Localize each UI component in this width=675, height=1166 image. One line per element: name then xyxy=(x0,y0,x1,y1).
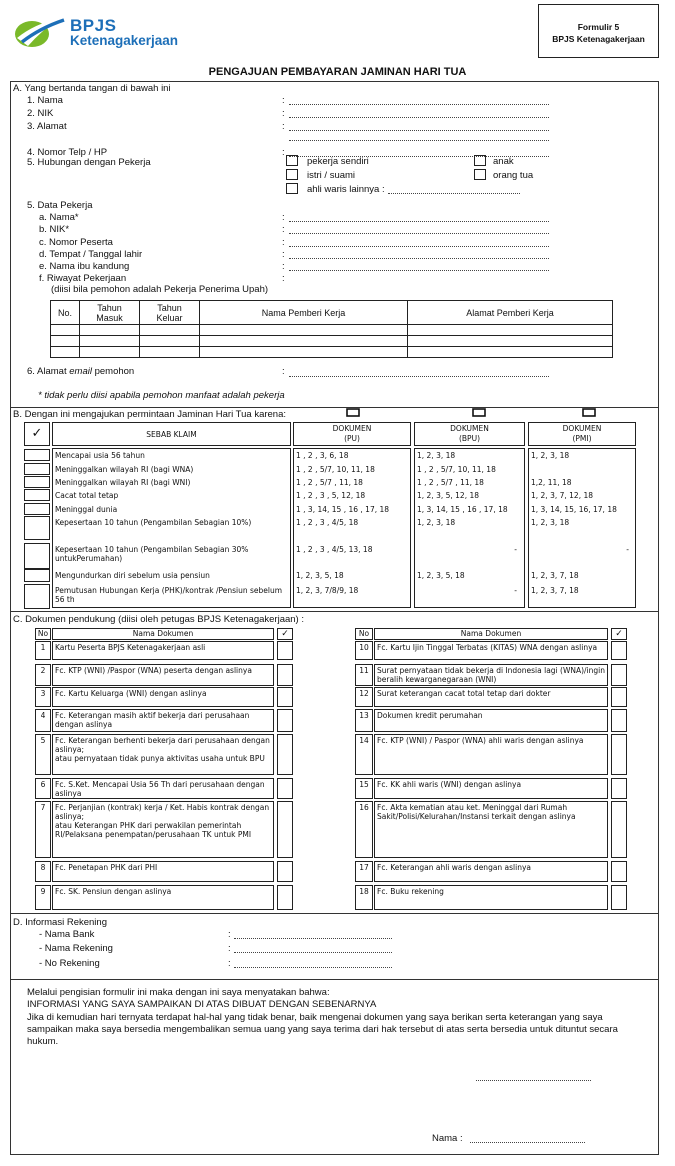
doc-number: 1 xyxy=(40,643,46,652)
doc-number: 15 xyxy=(359,780,369,789)
email-label: 6. Alamat email pemohon xyxy=(27,366,135,377)
doc-number: 16 xyxy=(359,803,369,812)
doc-name: Fc. Keterangan berhenti bekerja dari perusahaan dengan aslinya; atau pernyataan tidak punya aktivitas usaha untuk BPU xyxy=(55,736,270,763)
doc-number: 11 xyxy=(359,666,369,675)
claim-checkbox[interactable] xyxy=(24,449,50,461)
relation-label: istri / suami xyxy=(307,170,356,181)
declaration-text: Jika di kemudian hari ternyata terdapat hal-hal yang tidak benar, baik mengenai dokumen yang saya berikan serta keterangan yang saya sampaikan maka saya bersedia mengembalikan semua uang yang saya terima dari hak tersebut di atas serta bersedia untuk dituntut secara hukum. xyxy=(27,1012,618,1047)
section-d-heading: D. Informasi Rekening xyxy=(13,917,107,928)
doc-number: 2 xyxy=(40,666,46,675)
colon: : xyxy=(282,95,285,106)
form-number: Formulir 5 xyxy=(577,22,620,32)
colon: : xyxy=(228,958,231,969)
doc-name: Kartu Peserta BPJS Ketenagakerjaan asli xyxy=(55,643,206,652)
doc-bpu: 1, 3, 14, 15 , 16 , 17, 18 xyxy=(417,505,508,514)
doc-checkbox[interactable] xyxy=(611,734,627,775)
logo-brand: BPJS xyxy=(70,16,117,35)
doc-name-header: Nama Dokumen xyxy=(52,628,274,640)
doc-checkbox[interactable] xyxy=(611,664,627,686)
bpu-header: DOKUMEN (BPU) xyxy=(414,422,525,446)
doc-bpu: - xyxy=(514,586,517,595)
doc-name: Surat pernyataan tidak bekerja di Indonesia lagi (WNA)/ingin beralih kewarganegaraan (WNI) xyxy=(377,666,605,684)
doc-bpu: 1 , 2 , 5/7 , 11, 18 xyxy=(417,478,484,487)
pmi-header-checkbox[interactable] xyxy=(582,408,597,418)
relation-ahliwaris-checkbox[interactable] xyxy=(286,183,298,194)
worker-field-input[interactable] xyxy=(289,258,549,259)
doc-pmi: 1, 2, 3, 7, 12, 18 xyxy=(531,491,594,500)
colon: : xyxy=(282,249,285,260)
page-title: PENGAJUAN PEMBAYARAN JAMINAN HARI TUA xyxy=(208,66,467,78)
doc-bpu: 1, 2, 3, 5, 18 xyxy=(417,571,465,580)
pmi-column xyxy=(528,448,636,608)
pu-header: DOKUMEN (PU) xyxy=(293,422,411,446)
table-row[interactable] xyxy=(51,325,613,336)
doc-name: Fc. KTP (WNI) /Paspor (WNA) peserta dengan aslinya xyxy=(55,666,252,675)
sebab-header: SEBAB KLAIM xyxy=(52,422,291,446)
claim-reason: Meninggalkan wilayah RI (bagi WNA) xyxy=(55,465,194,474)
doc-number: 8 xyxy=(40,863,46,872)
claim-checkbox[interactable] xyxy=(24,584,50,609)
doc-name: Fc. Kartu Ijin Tinggal Terbatas (KITAS) WNA dengan aslinya xyxy=(377,643,598,652)
signer-name-input[interactable] xyxy=(470,1142,585,1143)
ahliwaris-line[interactable] xyxy=(388,193,520,194)
form-number-box xyxy=(538,4,659,58)
doc-name: Fc. Perjanjian (kontrak) kerja / Ket. Habis kontrak dengan aslinya; atau Keterangan PHK dari perwakilan pemerintah RI/Pelaksana penempatan/perusahaan TK untuk PMI xyxy=(55,803,270,839)
doc-name: Fc. Penetapan PHK dari PHI xyxy=(55,863,158,872)
bank-field-input[interactable] xyxy=(234,938,392,939)
doc-name-header: Nama Dokumen xyxy=(374,628,608,640)
relation-label: orang tua xyxy=(493,170,534,181)
bank-field-label: - No Rekening xyxy=(39,958,100,969)
section-c-heading: C. Dokumen pendukung (diisi oleh petugas BPJS Ketenagakerjaan) : xyxy=(13,614,304,625)
pu-header-checkbox[interactable] xyxy=(346,408,361,418)
colon: : xyxy=(228,943,231,954)
colon: : xyxy=(282,366,285,377)
doc-checkbox[interactable] xyxy=(277,778,293,799)
colon: : xyxy=(282,212,285,223)
claim-checkbox[interactable] xyxy=(24,543,50,569)
doc-checkbox[interactable] xyxy=(611,687,627,707)
doc-checkbox[interactable] xyxy=(611,641,627,660)
doc-no-header: No xyxy=(35,628,51,640)
history-header: No. xyxy=(51,301,80,325)
doc-number: 17 xyxy=(359,863,369,872)
relation-orangtua-checkbox[interactable] xyxy=(474,169,486,180)
claim-reason: Mengundurkan diri sebelum usia pensiun xyxy=(55,571,210,580)
divider xyxy=(10,611,659,612)
doc-name: Fc. Akta kematian atau ket. Meninggal dari Rumah Sakit/Polisi/Kelurahan/Instansi terkait dengan aslinya xyxy=(377,803,576,821)
claim-checkbox[interactable] xyxy=(24,503,50,515)
field-label: 2. NIK xyxy=(27,108,54,119)
doc-pmi: 1, 2, 3, 18 xyxy=(531,518,570,527)
colon: : xyxy=(282,121,285,132)
doc-number: 9 xyxy=(40,887,46,896)
history-header: Nama Pemberi Kerja xyxy=(200,301,408,325)
doc-number: 3 xyxy=(40,689,46,698)
doc-name: Fc. Buku rekening xyxy=(377,887,444,896)
divider xyxy=(10,979,659,980)
pmi-header: DOKUMEN (PMI) xyxy=(528,422,636,446)
doc-number: 5 xyxy=(40,736,46,745)
doc-pu: 1 , 2 , 5/7 , 11, 18 xyxy=(296,478,363,487)
doc-name: Fc. KK ahli waris (WNI) dengan aslinya xyxy=(377,780,522,789)
field-input[interactable] xyxy=(289,130,549,131)
worker-field-input[interactable] xyxy=(289,270,549,271)
doc-name: Fc. Keterangan masih aktif bekerja dari perusahaan dengan aslinya xyxy=(55,711,250,729)
declaration-intro: Melalui pengisian formulir ini maka dengan ini saya menyatakan bahwa: xyxy=(27,987,330,998)
worker-heading: 5. Data Pekerja xyxy=(27,200,93,211)
doc-bpu: - xyxy=(514,545,517,554)
history-note: (diisi bila pemohon adalah Pekerja Penerima Upah) xyxy=(51,284,269,295)
bpu-header-checkbox[interactable] xyxy=(472,408,487,418)
claim-checkbox[interactable] xyxy=(24,516,50,540)
doc-pmi: 1, 2, 3, 18 xyxy=(531,451,570,460)
doc-checkbox[interactable] xyxy=(277,687,293,707)
worker-field-label: c. Nomor Peserta xyxy=(39,237,113,248)
doc-pmi: 1, 2, 3, 7, 18 xyxy=(531,571,579,580)
signature-line[interactable] xyxy=(476,1080,591,1081)
work-history-table xyxy=(50,300,613,358)
table-row[interactable] xyxy=(51,336,613,347)
doc-pmi: 1, 2, 3, 7, 18 xyxy=(531,586,579,595)
doc-name: Surat keterangan cacat total tetap dari dokter xyxy=(377,689,551,698)
doc-check-header: ✓ xyxy=(277,628,293,640)
doc-checkbox[interactable] xyxy=(277,801,293,858)
form-org: BPJS Ketenagakerjaan xyxy=(552,34,645,44)
colon: : xyxy=(282,224,285,235)
worker-field-label: f. Riwayat Pekerjaan xyxy=(39,273,127,284)
doc-name: Fc. S.Ket. Mencapai Usia 56 Th dari perusahaan dengan aslinya xyxy=(55,780,265,798)
doc-pu: 1 , 2 , 3 , 4/5, 13, 18 xyxy=(296,545,373,554)
field-label: 1. Nama xyxy=(27,95,63,106)
section-a-heading: A. Yang bertanda tangan di bawah ini xyxy=(13,83,171,94)
claim-reason: Kepesertaan 10 tahun (Pengambilan Sebagian 10%) xyxy=(55,518,252,527)
section-b-heading: B. Dengan ini mengajukan permintaan Jaminan Hari Tua karena: xyxy=(13,409,287,420)
doc-no-header: No xyxy=(355,628,373,640)
history-header: Tahun Masuk xyxy=(80,301,140,325)
field-label: 3. Alamat xyxy=(27,121,67,132)
doc-name: Dokumen kredit perumahan xyxy=(377,711,483,720)
doc-bpu: 1, 2, 3, 18 xyxy=(417,518,456,527)
worker-field-label: d. Tempat / Tanggal lahir xyxy=(39,249,143,260)
claim-reason: Meninggalkan wilayah RI (bagi WNI) xyxy=(55,478,191,487)
claim-reason: Pemutusan Hubungan Kerja (PHK)/kontrak /Pensiun sebelum 56 th xyxy=(55,586,283,604)
divider xyxy=(10,407,659,408)
colon: : xyxy=(282,147,285,158)
field-input[interactable] xyxy=(289,104,549,105)
relation-pekerja-checkbox[interactable] xyxy=(286,155,298,166)
bank-field-label: - Nama Bank xyxy=(39,929,95,940)
claim-checkbox[interactable] xyxy=(24,489,50,501)
doc-checkbox[interactable] xyxy=(611,778,627,799)
doc-pu: 1 , 2 , 3 , 4/5, 18 xyxy=(296,518,359,527)
doc-name: Fc. KTP (WNI) / Paspor (WNA) ahli waris dengan aslinya xyxy=(377,736,584,745)
doc-pu: 1 , 2 , 3, 6, 18 xyxy=(296,451,349,460)
doc-bpu: 1 , 2 , 5/7, 10, 11, 18 xyxy=(417,465,496,474)
worker-field-input[interactable] xyxy=(289,221,549,222)
doc-number: 13 xyxy=(359,711,369,720)
logo-swoosh-icon xyxy=(12,14,70,50)
doc-name: Fc. Kartu Keluarga (WNI) dengan aslinya xyxy=(55,689,207,698)
note: * tidak perlu diisi apabila pemohon manfaat adalah pekerja xyxy=(38,390,285,401)
worker-field-input[interactable] xyxy=(289,233,549,234)
doc-pu: 1 , 2 , 5/7, 10, 11, 18 xyxy=(296,465,375,474)
doc-number: 4 xyxy=(40,711,46,720)
bank-field-label: - Nama Rekening xyxy=(39,943,113,954)
doc-bpu: 1, 2, 3, 5, 12, 18 xyxy=(417,491,480,500)
logo-sub: Ketenagakerjaan xyxy=(70,33,179,48)
doc-checkbox[interactable] xyxy=(277,664,293,686)
divider xyxy=(10,913,659,914)
claim-reason: Meninggal dunia xyxy=(55,505,118,514)
doc-checkbox[interactable] xyxy=(611,885,627,910)
doc-pu: 1, 2, 3, 5, 18 xyxy=(296,571,344,580)
doc-pu: 1 , 3, 14, 15 , 16 , 17, 18 xyxy=(296,505,390,514)
bpjs-logo xyxy=(10,12,200,52)
doc-number: 14 xyxy=(359,736,369,745)
doc-checkbox[interactable] xyxy=(277,861,293,882)
field-input[interactable] xyxy=(289,117,549,118)
field-label: 4. Nomor Telp / HP xyxy=(27,147,108,158)
relation-label: ahli waris lainnya : xyxy=(307,184,385,195)
colon: : xyxy=(228,929,231,940)
doc-pmi: 1, 3, 14, 15, 16, 17, 18 xyxy=(531,505,617,514)
claim-checkbox[interactable] xyxy=(24,569,50,582)
email-input[interactable] xyxy=(289,376,549,377)
doc-checkbox[interactable] xyxy=(611,709,627,732)
name-label: Nama : xyxy=(432,1133,463,1144)
doc-check-header: ✓ xyxy=(611,628,627,640)
claim-reason: Cacat total tetap xyxy=(55,491,119,500)
doc-checkbox[interactable] xyxy=(277,709,293,732)
doc-number: 18 xyxy=(359,887,369,896)
doc-bpu: 1, 2, 3, 18 xyxy=(417,451,456,460)
relation-label: anak xyxy=(493,156,514,167)
relation-istri-checkbox[interactable] xyxy=(286,169,298,180)
doc-number: 12 xyxy=(359,689,369,698)
check-header: ✓ xyxy=(24,422,50,446)
bank-field-input[interactable] xyxy=(234,952,392,953)
field-label: 5. Hubungan dengan Pekerja xyxy=(27,157,151,168)
worker-field-label: a. Nama* xyxy=(39,212,79,223)
doc-number: 10 xyxy=(359,643,369,652)
doc-checkbox[interactable] xyxy=(277,734,293,775)
colon: : xyxy=(282,237,285,248)
declaration-statement: INFORMASI YANG SAYA SAMPAIKAN DI ATAS DIBUAT DENGAN SEBENARNYA xyxy=(27,999,377,1010)
colon: : xyxy=(282,108,285,119)
doc-name: Fc. Keterangan ahli waris dengan aslinya xyxy=(377,863,532,872)
doc-checkbox[interactable] xyxy=(277,641,293,660)
claim-reason: Kepesertaan 10 tahun (Pengambilan Sebagian 30% untukPerumahan) xyxy=(55,545,249,563)
claim-checkbox[interactable] xyxy=(24,476,50,488)
table-row[interactable] xyxy=(51,347,613,358)
claim-reason: Mencapai usia 56 tahun xyxy=(55,451,145,460)
bank-field-input[interactable] xyxy=(234,967,392,968)
doc-name: Fc. SK. Pensiun dengan aslinya xyxy=(55,887,172,896)
doc-pmi: - xyxy=(626,545,629,554)
doc-checkbox[interactable] xyxy=(277,885,293,910)
doc-pmi: 1,2, 11, 18 xyxy=(531,478,572,487)
doc-number: 6 xyxy=(40,780,46,789)
relation-anak-checkbox[interactable] xyxy=(474,155,486,166)
colon: : xyxy=(282,273,285,284)
worker-field-label: b. NIK* xyxy=(39,224,70,235)
field-input[interactable] xyxy=(289,140,549,141)
history-header: Tahun Keluar xyxy=(140,301,200,325)
worker-field-input[interactable] xyxy=(289,246,549,247)
worker-field-label: e. Nama ibu kandung xyxy=(39,261,130,272)
doc-number: 7 xyxy=(40,803,46,812)
doc-pu: 1 , 2 , 3 , 5, 12, 18 xyxy=(296,491,366,500)
history-header: Alamat Pemberi Kerja xyxy=(408,301,613,325)
doc-checkbox[interactable] xyxy=(611,861,627,882)
doc-pu: 1, 2, 3, 7/8/9, 18 xyxy=(296,586,359,595)
doc-checkbox[interactable] xyxy=(611,801,627,858)
claim-checkbox[interactable] xyxy=(24,463,50,475)
colon: : xyxy=(282,261,285,272)
relation-label: pekerja sendiri xyxy=(307,156,369,167)
